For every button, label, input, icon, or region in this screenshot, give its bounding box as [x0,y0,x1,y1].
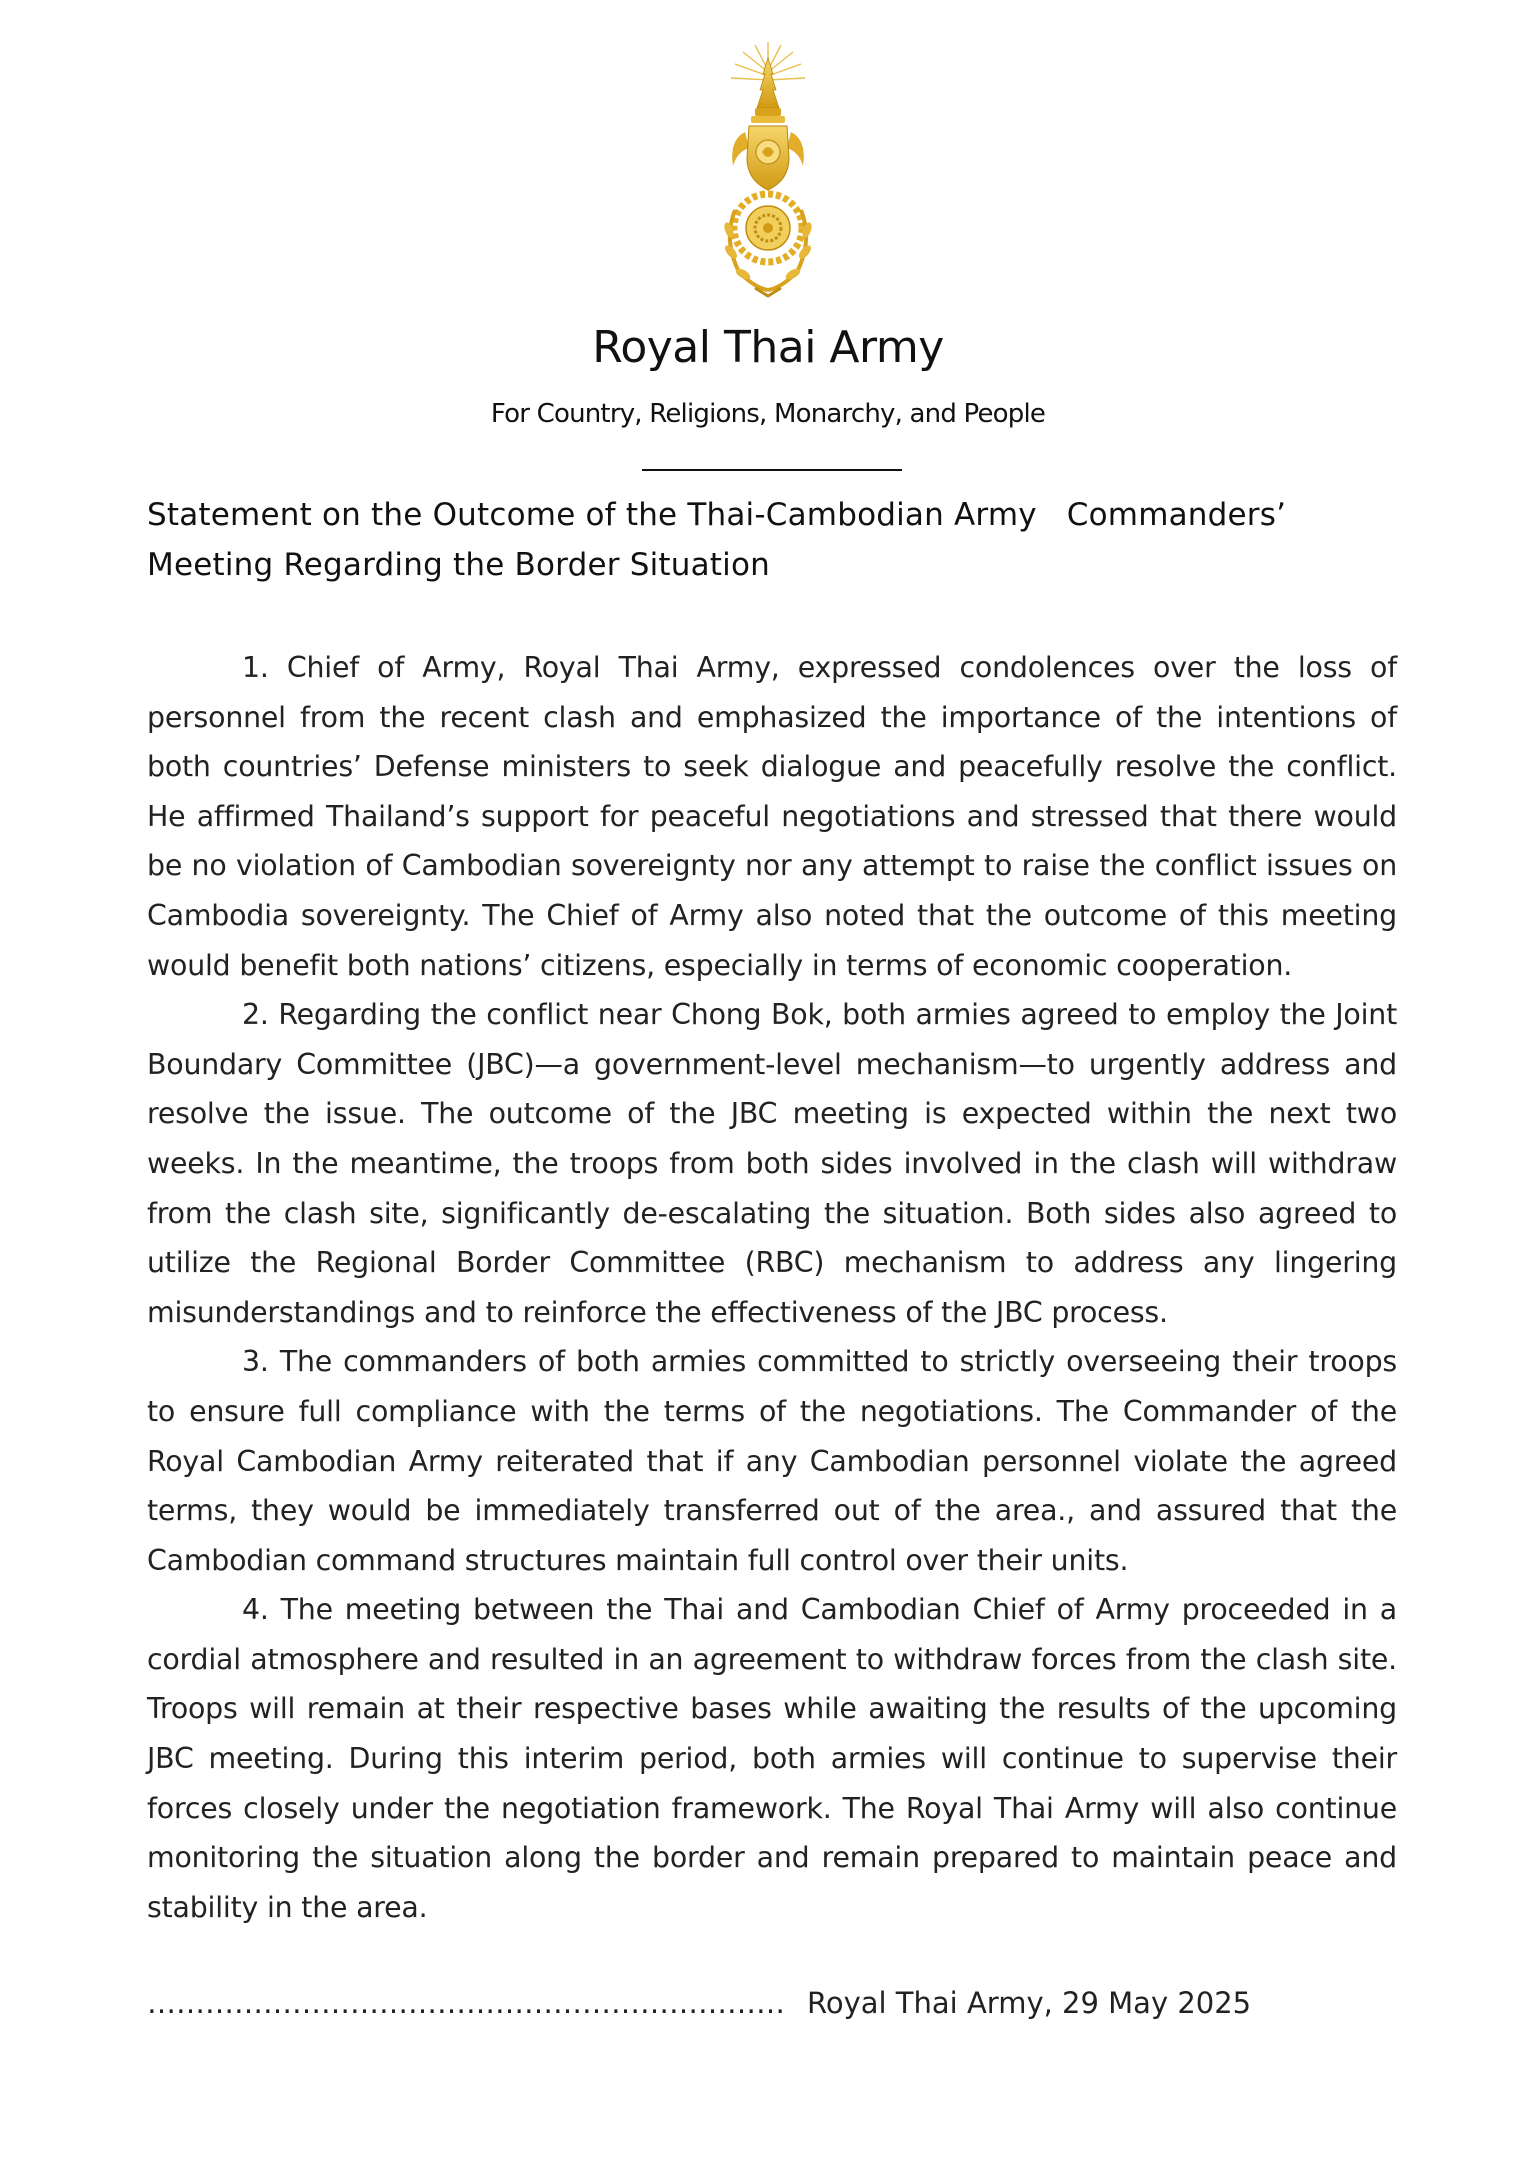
organization-motto: For Country, Religions, Monarchy, and People [490,399,1046,429]
signoff-text: Royal Thai Army, 29 May 2025 [807,1986,1252,2020]
title-line-2: Meeting Regarding the Border Situation [147,547,770,583]
statement-body [147,643,1397,1932]
paragraph-2: 2. Regarding the conflict near Chong Bok, both armies agreed to employ the Joint Boundary Committee (JBC)—a government-level mechanism—to urgently address and resolve the issue. The outcome of the JBC meeting is expected within the next two weeks. In the meantime, the troops from both sides involved in the clash will withdraw from the clash site, significantly de-escalating the situation. Both sides also agreed to utilize the Regional Border Committee (RBC) mechanism to address any lingering misunderstandings and to reinforce the effectiveness of the JBC process. [147,998,1397,1329]
royal-thai-army-emblem [715,40,821,298]
organization-name: Royal Thai Army [592,322,944,373]
title-line-1b: Commanders’ [1066,497,1287,533]
document-title [147,490,1397,590]
header-divider [642,469,902,471]
signature-dotted-line: ………………………………………………………… [147,1986,785,2020]
paragraph-1: 1. Chief of Army, Royal Thai Army, expressed condolences over the loss of personnel from the recent clash and emphasized the importance of the intentions of both countries’ Defense ministers to seek dialogue and peacefully resolve the conflict. He affirmed Thailand’s support for peaceful negotiations and stressed that there would be no violation of Cambodian sovereignty nor any attempt to raise the conflict issues on Cambodia sovereignty. The Chief of Army also noted that the outcome of this meeting would benefit both nations’ citizens, especially in terms of economic cooperation. [147,651,1397,982]
paragraph-4: 4. The meeting between the Thai and Cambodian Chief of Army proceeded in a cordial atmosphere and resulted in an agreement to withdraw forces from the clash site. Troops will remain at their respective bases while awaiting the results of the upcoming JBC meeting. During this interim period, both armies will continue to supervise their forces closely under the negotiation framework. The Royal Thai Army will also continue monitoring the situation along the border and remain prepared to maintain peace and stability in the area. [147,1593,1397,1924]
signoff [147,1978,1251,2028]
paragraph-3: 3. The commanders of both armies committed to strictly overseeing their troops to ensure full compliance with the terms of the negotiations. The Commander of the Royal Cambodian Army reiterated that if any Cambodian personnel violate the agreed terms, they would be immediately transferred out of the area., and assured that the Cambodian command structures maintain full control over their units. [147,1345,1397,1577]
title-line-1: Statement on the Outcome of the Thai-Cambodian Army [147,497,1037,533]
